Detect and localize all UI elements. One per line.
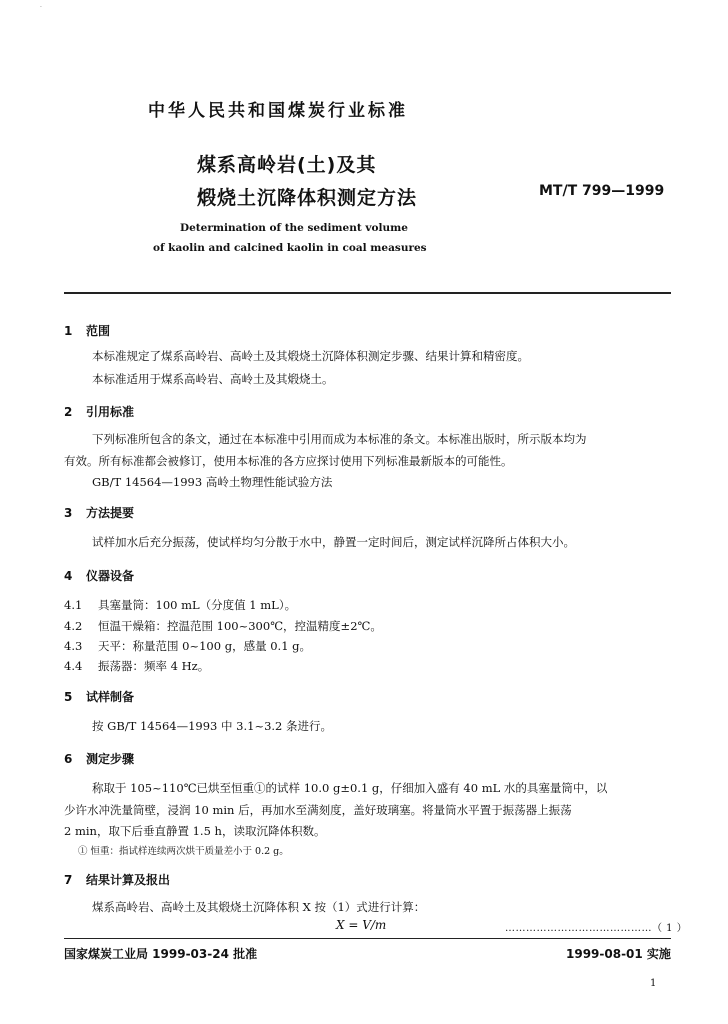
section-title: 试样制备 <box>86 690 135 704</box>
section-6-paragraph-line1: 称取于 105~110℃已烘至恒重①的试样 10.0 g±0.1 g，仔细加入盛有 40 mL 水的具塞量筒中，以 <box>92 781 608 795</box>
industry-standard-heading: 中华人民共和国煤炭行业标准 <box>148 101 408 121</box>
section-1-paragraph-2: 本标准适用于煤系高岭岩、高岭土及其煅烧土。 <box>92 372 334 386</box>
section-title: 引用标准 <box>86 405 135 419</box>
section-5-paragraph: 按 GB/T 14564—1993 中 3.1~3.2 条进行。 <box>92 719 333 733</box>
section-number: 5 <box>64 690 73 704</box>
section-6-paragraph-line3: 2 min，取下后垂直静置 1.5 h，读取沉降体积数。 <box>64 824 326 838</box>
item-text: 恒温干燥箱：控温范围 100~300℃，控温精度±2℃。 <box>98 619 382 633</box>
section-7-heading <box>64 871 170 888</box>
item-number: 4.3 <box>64 639 83 653</box>
section-2-paragraph-line1: 下列标准所包含的条文，通过在本标准中引用而成为本标准的条文。本标准出版时，所示版本均为 <box>92 432 587 446</box>
section-title: 结果计算及报出 <box>86 873 171 887</box>
section-6-paragraph-line2: 少许水冲洗量筒壁，浸润 10 min 后，再加水至满刻度，盖好玻璃塞。将量筒水平置于振荡器上振荡 <box>64 803 572 817</box>
section-number: 6 <box>64 752 73 766</box>
section-5-heading <box>64 688 134 705</box>
item-number: 4.1 <box>64 598 83 612</box>
section-3-paragraph: 试样加水后充分振荡，使试样均匀分散于水中，静置一定时间后，测定试样沉降所占体积大小。 <box>92 535 575 549</box>
standard-code: MT/T 799—1999 <box>539 183 665 199</box>
equipment-item <box>64 597 296 613</box>
section-number: 7 <box>64 873 73 887</box>
section-4-heading <box>64 567 134 584</box>
formula: X = V/m <box>336 918 387 932</box>
equipment-item <box>64 658 209 674</box>
section-title: 方法提要 <box>86 506 135 520</box>
equipment-item <box>64 638 311 654</box>
section-number: 2 <box>64 405 73 419</box>
section-number: 4 <box>64 569 73 583</box>
english-title-line1: Determination of the sediment volume <box>180 222 408 234</box>
section-3-heading <box>64 504 134 521</box>
section-title: 测定步骤 <box>86 752 135 766</box>
section-title: 范围 <box>86 324 111 338</box>
referenced-standard: GB/T 14564—1993 高岭土物理性能试验方法 <box>92 475 333 489</box>
item-text: 天平：称量范围 0~100 g，感量 0.1 g。 <box>98 639 312 653</box>
footnote: ① 恒重：指试样连续两次烘干质量差小于 0.2 g。 <box>78 846 289 857</box>
section-2-paragraph-line2: 有效。所有标准都会被修订，使用本标准的各方应探讨使用下列标准最新版本的可能性。 <box>64 454 513 468</box>
document-title-line1: 煤系高岭岩(土)及其 <box>197 154 377 176</box>
document-title-line2: 煅烧土沉降体积测定方法 <box>197 187 418 209</box>
item-text: 具塞量筒：100 mL（分度值 1 mL）。 <box>98 598 297 612</box>
section-number: 3 <box>64 506 73 520</box>
section-1-heading <box>64 322 110 339</box>
footer-divider <box>64 938 671 939</box>
english-title-line2: of kaolin and calcined kaolin in coal measures <box>153 242 427 254</box>
item-text: 振荡器：频率 4 Hz。 <box>98 659 210 673</box>
scan-mark: · <box>40 4 42 11</box>
header-divider <box>64 292 671 294</box>
implementation-date: 1999-08-01 实施 <box>566 947 671 961</box>
equipment-item <box>64 618 382 634</box>
equation-number: ……………………………………（ 1 ） <box>505 923 688 934</box>
item-number: 4.2 <box>64 619 83 633</box>
section-title: 仪器设备 <box>86 569 135 583</box>
section-number: 1 <box>64 324 73 338</box>
approval-info: 国家煤炭工业局 1999-03-24 批准 <box>64 947 258 961</box>
item-number: 4.4 <box>64 659 83 673</box>
section-1-paragraph-1: 本标准规定了煤系高岭岩、高岭土及其煅烧土沉降体积测定步骤、结果计算和精密度。 <box>92 349 529 363</box>
section-6-heading <box>64 750 134 767</box>
page-number: 1 <box>650 978 657 989</box>
section-7-paragraph: 煤系高岭岩、高岭土及其煅烧土沉降体积 X 按（1）式进行计算： <box>92 900 426 914</box>
section-2-heading <box>64 403 134 420</box>
